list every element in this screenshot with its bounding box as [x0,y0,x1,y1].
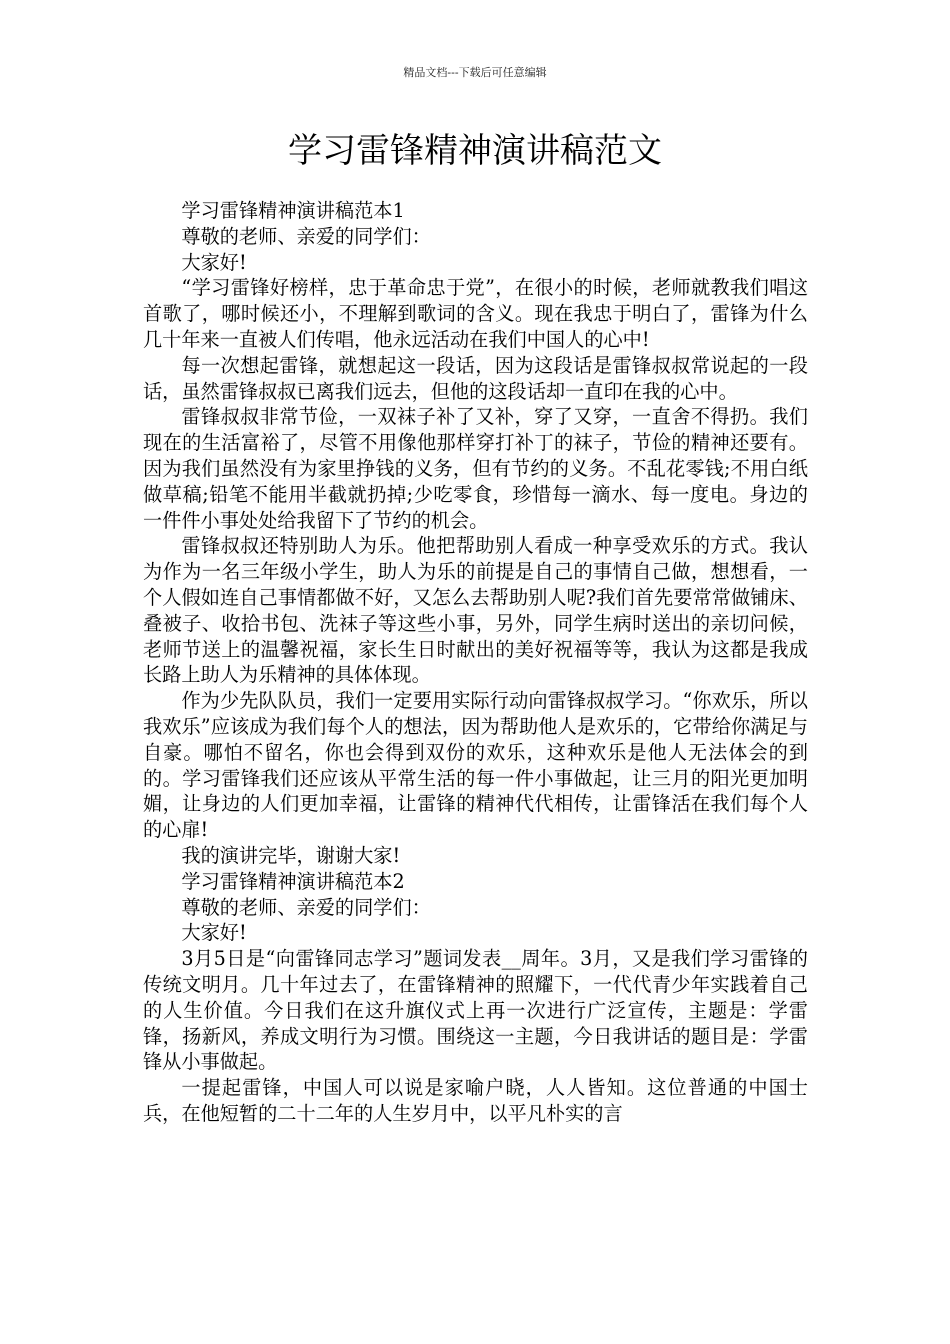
body-paragraph: 作为少先队队员，我们一定要用实际行动向雷锋叔叔学习。“你欢乐，所以我欢乐”应该成为我们每个人的想法，因为帮助他人是欢乐的，它带给你满足与自豪。哪怕不留名，你也会得到双份的欢乐，这种欢乐是他人无法体会的到的。学习雷锋我们还应该从平常生活的每一件小事做起，让三月的阳光更加明媚，让身边的人们更加幸福，让雷锋的精神代代相传，让雷锋活在我们每个人的心扉! [143,689,808,842]
closing-line: 我的演讲完毕，谢谢大家! [181,843,401,867]
section-heading: 学习雷锋精神演讲稿范本1 [181,199,405,222]
body-paragraph: 雷锋叔叔还特别助人为乐。他把帮助别人看成一种享受欢乐的方式。我认为作为一名三年级小学生，助人为乐的前提是自己的事情自己做，想想看，一个人假如连自己事情都做不好，又怎么去帮助别人呢?我们首先要常常做铺床、叠被子、收拾书包、洗袜子等这些小事，另外，同学生病时送出的亲切问候，老师节送上的温馨祝福，家长生日时献出的美好祝福等等，我认为这都是我成长路上助人为乐精神的具体体现。 [143,534,808,687]
salutation: 尊敬的老师、亲爱的同学们： [181,895,431,919]
greeting: 大家好! [181,921,247,945]
body-paragraph: 雷锋叔叔非常节俭，一双袜子补了又补，穿了又穿，一直舍不得扔。我们现在的生活富裕了，尽管不用像他那样穿打补丁的袜子，节俭的精神还要有。因为我们虽然没有为家里挣钱的义务，但有节约的义务。不乱花零钱;不用白纸做草稿;铅笔不能用半截就扔掉;少吃零食，珍惜每一滴水、每一度电。身边的一件件小事处处给我留下了节约的机会。 [143,405,808,532]
body-paragraph: 3月5日是“向雷锋同志学习”题词发表__周年。3月，又是我们学习雷锋的传统文明月。几十年过去了，在雷锋精神的照耀下，一代代青少年实践着自己的人生价值。今日我们在这升旗仪式上再一次进行广泛宣传，主题是：学雷锋，扬新风，养成文明行为习惯。围绕这一主题，今日我讲话的题目是：学雷锋从小事做起。 [143,947,808,1074]
body-paragraph: 一提起雷锋，中国人可以说是家喻户晓，人人皆知。这位普通的中国士兵，在他短暂的二十二年的人生岁月中，以平凡朴实的言 [143,1076,808,1125]
section-heading: 学习雷锋精神演讲稿范本2 [181,869,405,893]
document-title: 学习雷锋精神演讲稿范文 [288,131,662,171]
page-header: 精品文档---下载后可任意编辑 [403,66,547,79]
salutation: 尊敬的老师、亲爱的同学们： [181,224,431,248]
body-paragraph: 每一次想起雷锋，就想起这一段话，因为这段话是雷锋叔叔常说起的一段话，虽然雷锋叔叔已离我们远去，但他的这段话却一直印在我的心中。 [143,353,808,403]
body-paragraph: “学习雷锋好榜样，忠于革命忠于党”，在很小的时候，老师就教我们唱这首歌了，哪时候还小，不理解到歌词的含义。现在我忠于明白了，雷锋为什么几十年来一直被人们传唱，他永远活动在我们中国人的心中! [143,276,808,351]
document-body [143,198,808,1127]
greeting: 大家好! [181,250,247,274]
